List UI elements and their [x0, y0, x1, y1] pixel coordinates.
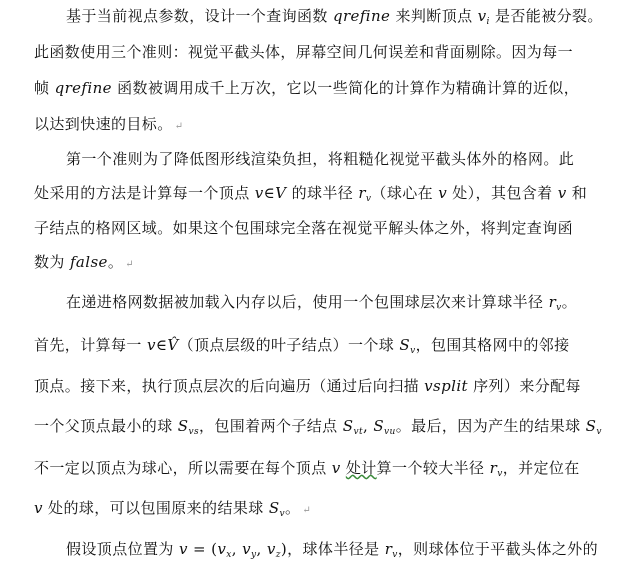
text-line: 第一个准则为了降低图形线渲染负担，将粗糙化视觉平截头体外的格网。此 [66, 150, 575, 168]
text-line: 一个父顶点最小的球 $S_{vs}$，包围着两个子结点 $S_{vt}$, $S_{vu}$。最后，因为产生的结果球 $S_v$ [34, 417, 602, 437]
text-line: 子结点的格网区域。如果这个包围球完全落在视觉平解头体之外，将判定查询函 [34, 219, 574, 237]
text-line: 假设顶点位置为 $v = (v_x$, $v_y$, $v_z$)，球体半径是 $r_v$，则球体位于平截头体之外的 [66, 540, 598, 560]
text-line: 数为 false。 ↵ [34, 253, 135, 271]
text-line: 不一定以顶点为球心，所以需要在每个顶点 v 处计算一个较大半径 $r_v$，并定位在 [34, 459, 580, 479]
paragraph-mark-icon: ↵ [125, 259, 135, 270]
text-line: v 处的球，可以包围原来的结果球 $S_v$。 ↵ [34, 499, 312, 519]
paragraph-mark-icon: ↵ [302, 505, 312, 516]
text-line: 基于当前视点参数，设计一个查询函数 qrefine 来判断顶点 $v_i$ 是否能被分裂。 [66, 7, 603, 27]
text-line: 帧 qrefine 函数被调用成千上万次，它以一些简化的计算作为精确计算的近似， [34, 79, 580, 97]
paragraph-mark-icon: ↵ [174, 121, 184, 132]
text-line: 以达到快速的目标。 ↵ [34, 115, 184, 133]
text-line: 此函数使用三个准则：视觉平截头体，屏幕空间几何误差和背面剔除。因为每一 [34, 43, 574, 61]
text-line: 顶点。接下来，执行顶点层次的后向遍历（通过后向扫描 vsplit 序列）来分配每 [34, 377, 581, 395]
text-line: 在递进格网数据被加载入内存以后，使用一个包围球层次来计算球半径 $r_v$。 [66, 293, 578, 313]
text-line: 处采用的方法是计算每一个顶点 v∈V 的球半径 $r_v$（球心在 v 处），其包含着 v 和 [34, 184, 588, 204]
text-line: 首先，计算每一 v∈V̂（顶点层级的叶子结点）一个球 $S_v$，包围其格网中的邻接 [34, 336, 570, 356]
